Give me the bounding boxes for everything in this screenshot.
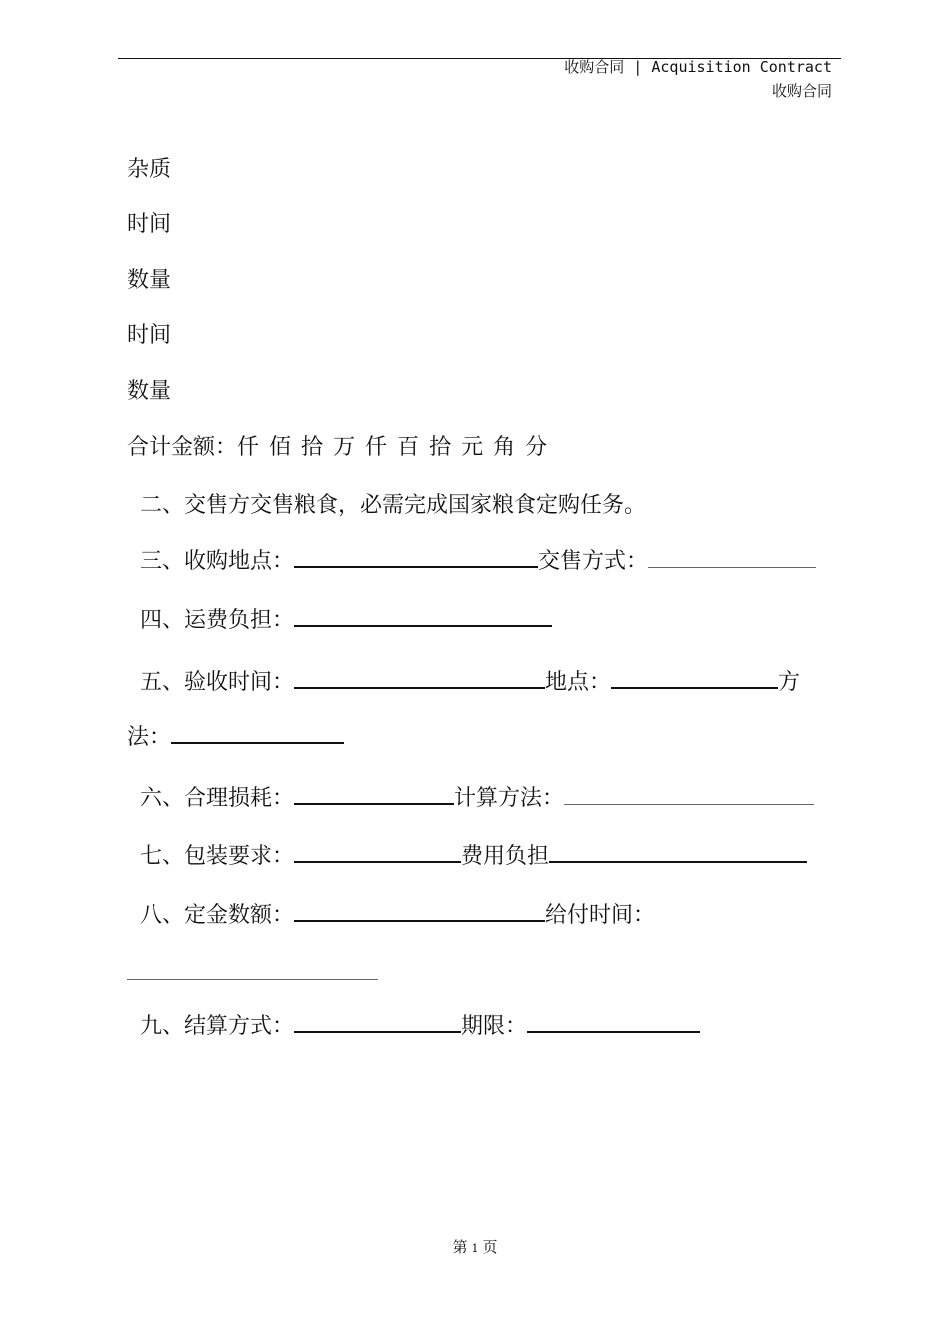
settlement-field[interactable] [294, 1015, 461, 1033]
amount-unit: 仟 [237, 435, 260, 460]
clause-9-label-2: 期限： [461, 1014, 528, 1039]
packaging-field[interactable] [294, 845, 461, 863]
clause-3-label: 三、收购地点： [140, 549, 295, 574]
clause-9-label: 九、结算方式： [140, 1014, 295, 1039]
clause-3-label-2: 交售方式： [538, 549, 649, 574]
amount-unit: 仟 [365, 435, 388, 460]
freight-field[interactable] [294, 609, 552, 627]
amount-unit: 佰 [269, 435, 292, 460]
header-divider [118, 58, 841, 59]
amount-unit: 拾 [429, 435, 452, 460]
item-quantity-2: 数量 [127, 379, 172, 404]
deposit-field[interactable] [294, 904, 545, 922]
inspection-method-field[interactable] [171, 726, 344, 744]
footer-prefix: 第 [452, 1238, 468, 1256]
clause-6 [140, 785, 814, 813]
clause-8-label: 八、定金数额： [140, 903, 295, 928]
inspection-location-field[interactable] [611, 671, 778, 689]
amount-unit: 拾 [301, 435, 324, 460]
clause-6-label-2: 计算方法： [454, 786, 565, 811]
header-subtitle: 收购合同 [771, 82, 832, 100]
deadline-field[interactable] [527, 1015, 700, 1033]
item-impurity: 杂质 [127, 157, 172, 182]
clause-8 [140, 902, 655, 930]
clause-5 [140, 669, 800, 697]
clause-2: 二、交售方交售粮食，必需完成国家粮食定购任务。 [140, 493, 647, 518]
inspection-time-field[interactable] [294, 671, 545, 689]
delivery-method-field[interactable] [648, 551, 816, 568]
clause-4-label: 四、运费负担： [140, 608, 295, 633]
loss-field[interactable] [294, 787, 454, 805]
clause-5-label-4: 法： [127, 725, 172, 750]
footer-suffix: 页 [482, 1238, 498, 1256]
amount-unit: 万 [333, 435, 356, 460]
clause-7 [140, 843, 807, 871]
clause-6-label: 六、合理损耗： [140, 786, 295, 811]
page-number: 1 [471, 1242, 479, 1255]
amount-unit: 分 [525, 435, 548, 460]
clause-7-label: 七、包装要求： [140, 844, 295, 869]
total-amount-line [127, 434, 557, 462]
item-time-1: 时间 [127, 212, 172, 237]
clause-4 [140, 607, 552, 635]
clause-5-label: 五、验收时间： [140, 670, 295, 695]
clause-5-label-3: 方 [778, 670, 801, 695]
amount-unit: 百 [397, 435, 420, 460]
packaging-cost-field[interactable] [549, 845, 807, 863]
item-quantity-1: 数量 [127, 268, 172, 293]
item-time-2: 时间 [127, 323, 172, 348]
clause-9 [140, 1013, 700, 1041]
header-title: 收购合同 | Acquisition Contract [564, 58, 832, 76]
calc-method-field[interactable] [564, 788, 814, 805]
amount-unit: 角 [493, 435, 516, 460]
page-footer [0, 1236, 950, 1257]
payment-time-field[interactable] [127, 963, 378, 980]
clause-7-label-2: 费用负担 [461, 844, 550, 869]
amount-unit: 元 [461, 435, 484, 460]
clause-8-label-2: 给付时间： [545, 903, 656, 928]
amount-label: 合计金额： [127, 435, 238, 460]
purchase-location-field[interactable] [294, 550, 538, 568]
clause-5-label-2: 地点： [545, 670, 612, 695]
clause-3 [140, 548, 816, 576]
clause-5-cont [127, 724, 344, 752]
